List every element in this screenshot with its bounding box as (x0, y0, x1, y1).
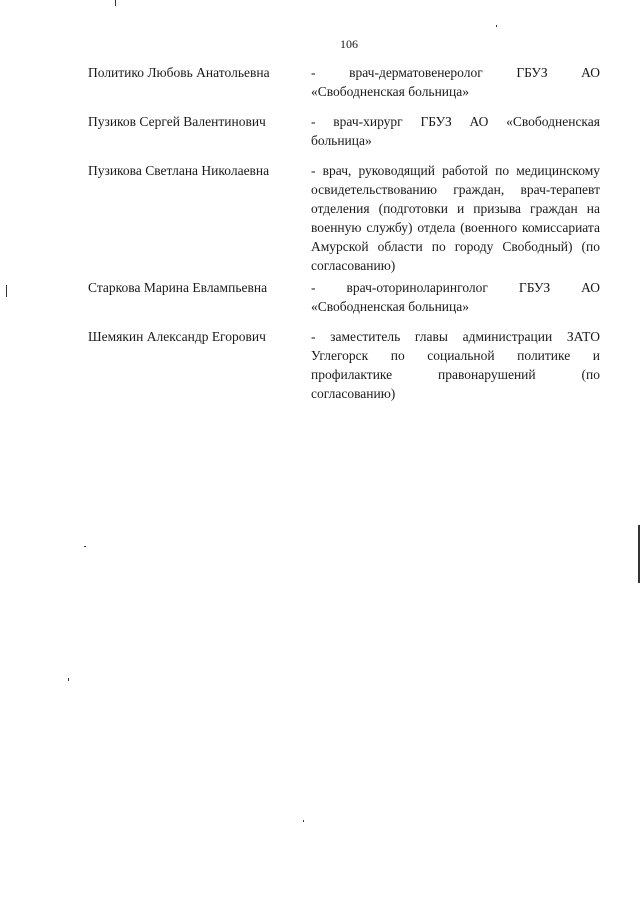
member-position: - врач-хирург ГБУЗ АО «Свободненская больница» (311, 114, 600, 148)
member-name: Пузикова Светлана Николаевна (88, 163, 270, 178)
member-position: - врач-дерматовенеролог ГБУЗ АО «Свободненская больница» (311, 65, 600, 99)
scan-speck (303, 820, 304, 822)
page-number: 106 (340, 37, 358, 51)
scan-edge-mark (6, 285, 7, 297)
member-entry (88, 161, 600, 278)
member-position: - врач, руководящий работой по медицинскому освидетельствованию граждан, врач-терапевт отделения (подготовки и призыва граждан на военную службу) отдела (военного комиссариата Амурской области по городу Свободный) (по согласованию) (311, 163, 600, 273)
member-position: - заместитель главы администрации ЗАТО Углегорск по социальной политике и профилактике правонарушений (по согласованию) (311, 329, 600, 401)
member-entry (88, 278, 600, 327)
scan-speck (496, 25, 497, 27)
scan-speck (115, 0, 116, 6)
commission-member-list (88, 63, 600, 401)
scan-speck (68, 678, 69, 681)
member-name: Старкова Марина Евлампьевна (88, 280, 268, 295)
member-name: Пузиков Сергей Валентинович (88, 114, 266, 129)
member-entry (88, 327, 600, 401)
scan-speck (84, 546, 86, 547)
member-name: Шемякин Александр Егорович (88, 329, 266, 344)
member-position: - врач-оториноларинголог ГБУЗ АО «Свободненская больница» (311, 280, 600, 314)
member-entry (88, 112, 600, 161)
member-entry (88, 63, 600, 112)
member-name: Политико Любовь Анатольевна (88, 65, 270, 80)
